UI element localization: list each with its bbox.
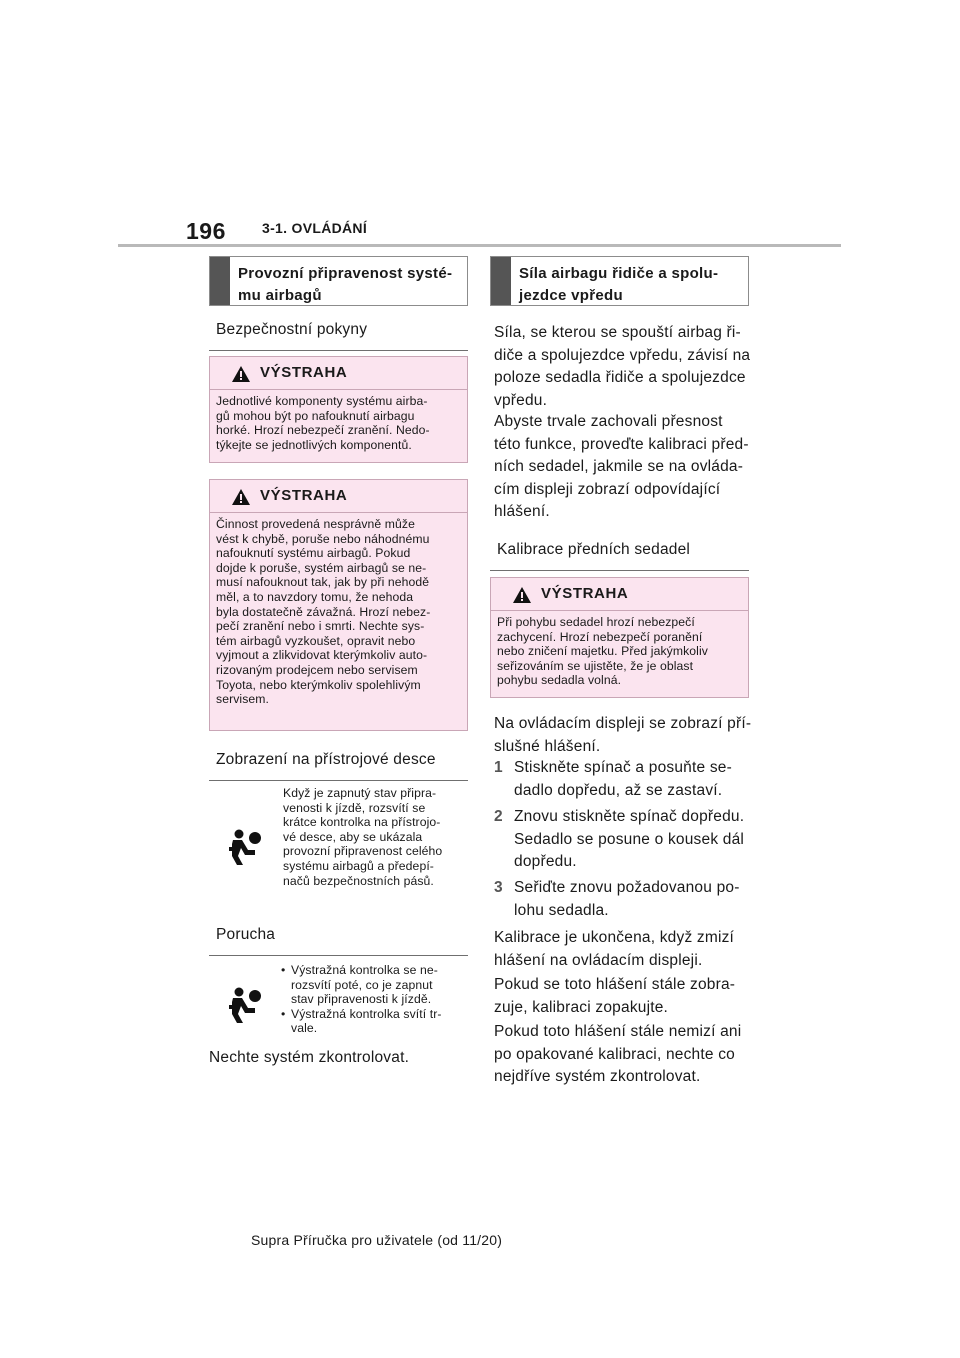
warning-title: VÝSTRAHA: [541, 585, 629, 602]
text-line: Kalibrace je ukončena, když zmizí: [494, 929, 735, 946]
step-1: [494, 757, 756, 803]
text-line: Pokud se toto hlášení stále zobra-: [494, 976, 736, 993]
text-line: cím displeji zobrazí odpovídající: [494, 480, 721, 498]
text-line: Síla, se kterou se spouští airbag ři-: [494, 324, 741, 341]
bullet-line: stav připravenosti k jízdě.: [291, 992, 432, 1007]
section-bar: [491, 257, 511, 305]
step-text: [514, 877, 754, 922]
indicator-line: Když je zapnutý stav připra-: [283, 786, 437, 800]
text-line: vpředu.: [494, 391, 548, 409]
text-line: zuje, kalibraci zopakujte.: [494, 998, 669, 1016]
paragraph-have-checked: [494, 1021, 756, 1089]
subheading-fault: Porucha: [209, 925, 468, 956]
footer-text: Supra Příručka pro uživatele (od 11/20): [251, 1232, 503, 1248]
bullet-dot: •: [281, 1006, 286, 1021]
warning-line: Jednotlivé komponenty systému airba-: [216, 394, 428, 408]
step-text: [514, 806, 754, 874]
section-heading-airbag-force: [490, 256, 749, 306]
section-heading-line: mu airbagů: [238, 287, 322, 304]
paragraph-display-message: [494, 713, 756, 758]
warning-body: [216, 517, 463, 707]
warning-header: [210, 480, 467, 513]
warning-line: vést k chybě, poruše nebo náhodnému: [216, 531, 430, 546]
warning-line: Činnost provedená nesprávně může: [216, 517, 415, 531]
warning-line: Při pohybu sedadel hrozí nebezpečí: [497, 615, 695, 629]
section-bar: [210, 257, 230, 305]
step-number: 2: [494, 808, 503, 825]
bullet-line: rozsvítí poté, co je zapnut: [291, 977, 433, 992]
warning-line: nebo zničení majetku. Před jakýmkoliv: [497, 644, 708, 659]
warning-line: vyjmout a zlikvidovat kterýmkoliv auto-: [216, 648, 428, 663]
warning-line: Toyota, nebo kterýmkoliv spolehlivým: [216, 677, 421, 692]
warning-body: [497, 615, 744, 688]
text-line: této funkce, proveďte kalibraci před-: [494, 435, 749, 453]
indicator-line: vé desce, aby se ukázala: [283, 829, 423, 844]
step-2: [494, 806, 756, 874]
warning-line: zachycení. Hrozí nebezpečí poranění: [497, 629, 703, 644]
text-line: Znovu stiskněte spínač dopředu.: [514, 808, 745, 825]
warning-line: byla dostatečně závažná. Hrozí nebez-: [216, 604, 431, 619]
warning-title: VÝSTRAHA: [260, 364, 348, 381]
warning-line: týkejte se jednotlivých komponentů.: [216, 437, 412, 452]
warning-header: [491, 578, 748, 611]
warning-line: servisem.: [216, 692, 270, 707]
text-line: ních sedadel, jakmile se na ovláda-: [494, 458, 744, 475]
warning-line: dojde k poruše, systém airbagů se ne-: [216, 560, 427, 575]
section-heading-line: jezdce vpředu: [519, 287, 623, 304]
subheading-seat-calibration: Kalibrace předních sedadel: [490, 540, 749, 571]
text-line: Na ovládacím displeji se zobrazí pří-: [494, 715, 752, 732]
warning-body: [216, 394, 463, 452]
section-heading-text: [238, 263, 459, 307]
indicator-line: krátce kontrolka na přístrojo-: [283, 815, 441, 830]
bullet-line: vale.: [291, 1021, 318, 1036]
text-line: Stiskněte spínač a posuňte se-: [514, 759, 732, 776]
text-line: hlášení.: [494, 503, 550, 520]
indicator-line: načů bezpečnostních pásů.: [283, 873, 434, 888]
header-divider: [118, 244, 841, 247]
subheading-dashboard-display: Zobrazení na přístrojové desce: [209, 750, 468, 781]
text-line: Sedadlo se posune o kousek dál: [514, 830, 745, 848]
warning-line: tém airbagů vyzkoušet, opravit nebo: [216, 633, 416, 648]
step-3: [494, 877, 756, 923]
paragraph-force-intro: [494, 322, 756, 412]
paragraph-calibration-complete: [494, 927, 756, 972]
warning-line: měl, a to navzdory tomu, že nehoda: [216, 589, 414, 604]
warning-line: pečí zranění nebo i smrti. Nechte sys-: [216, 619, 425, 634]
warning-box-components-hot: [209, 356, 468, 463]
indicator-line: venosti k jízdě, rozsvítí se: [283, 800, 426, 815]
warning-line: nafouknutí systému airbagů. Pokud: [216, 546, 411, 561]
warning-line: musí nafouknout tak, jak by při nehodě: [216, 575, 430, 590]
text-line: dopředu.: [514, 853, 577, 870]
warning-header: [210, 357, 467, 390]
indicator-line: provozní připravenost celého: [283, 844, 443, 859]
warning-line: rizovaným prodejcem nebo servisem: [216, 662, 418, 677]
bullet-line: Výstražná kontrolka se ne-: [291, 963, 438, 977]
warning-title: VÝSTRAHA: [260, 487, 348, 504]
warning-line: pohybu sedadla volná.: [497, 673, 622, 688]
bullet-dot: •: [281, 963, 286, 977]
text-line: slušné hlášení.: [494, 737, 601, 755]
text-line: Abyste trvale zachovali přesnost: [494, 413, 723, 430]
text-line: nejdříve systém zkontrolovat.: [494, 1068, 701, 1085]
warning-line: horké. Hrozí nebezpečí zranění. Nedo-: [216, 423, 430, 438]
section-heading-line: Síla airbagu řidiče a spolu-: [519, 265, 719, 282]
step-number: 3: [494, 879, 503, 896]
airbag-indicator-icon: [224, 986, 266, 1024]
bullet-line: Výstražná kontrolka svítí tr-: [291, 1006, 442, 1021]
subheading-safety: Bezpečnostní pokyny: [209, 320, 468, 351]
paragraph-calibration-advice: [494, 411, 756, 524]
text-line: po opakované kalibraci, nechte co: [494, 1045, 735, 1063]
warning-triangle-icon: [232, 489, 250, 505]
text-line: Seřiďte znovu požadovanou po-: [514, 879, 740, 896]
airbag-indicator-icon: [224, 828, 266, 866]
warning-box-malfunction: [209, 479, 468, 731]
section-heading-text: [519, 263, 740, 307]
warning-triangle-icon: [513, 587, 531, 603]
fault-list: [281, 963, 471, 1036]
text-line: hlášení na ovládacím displeji.: [494, 951, 703, 969]
step-number: 1: [494, 759, 503, 776]
warning-box-seat-movement: [490, 577, 749, 698]
text-line: lohu sedadla.: [514, 901, 609, 919]
warning-triangle-icon: [232, 366, 250, 382]
section-heading-line: Provozní připravenost systé-: [238, 265, 453, 282]
chapter-title: 3-1. OVLÁDÁNÍ: [262, 220, 368, 236]
fault-bullet: [281, 963, 471, 1007]
text-line: dadlo dopředu, až se zastaví.: [514, 781, 723, 799]
step-text: [514, 757, 754, 802]
indicator-line: systému airbagů a předepí-: [283, 858, 434, 873]
text-line: diče a spolujezdce vpředu, závisí na: [494, 346, 751, 364]
fault-bullet: [281, 1007, 471, 1036]
warning-line: gů mohou být po nafouknutí airbagu: [216, 408, 415, 423]
text-line: poloze sedadla řidiče a spolujezdce: [494, 369, 746, 386]
text-line: Pokud toto hlášení stále nemizí ani: [494, 1023, 742, 1040]
section-heading-airbag-readiness: [209, 256, 468, 306]
closing-text: Nechte systém zkontrolovat.: [209, 1049, 410, 1066]
page-number: 196: [186, 218, 226, 244]
indicator-description: [283, 786, 473, 888]
paragraph-repeat-calibration: [494, 974, 756, 1019]
warning-line: seřizováním se ujistěte, že je oblast: [497, 658, 694, 673]
